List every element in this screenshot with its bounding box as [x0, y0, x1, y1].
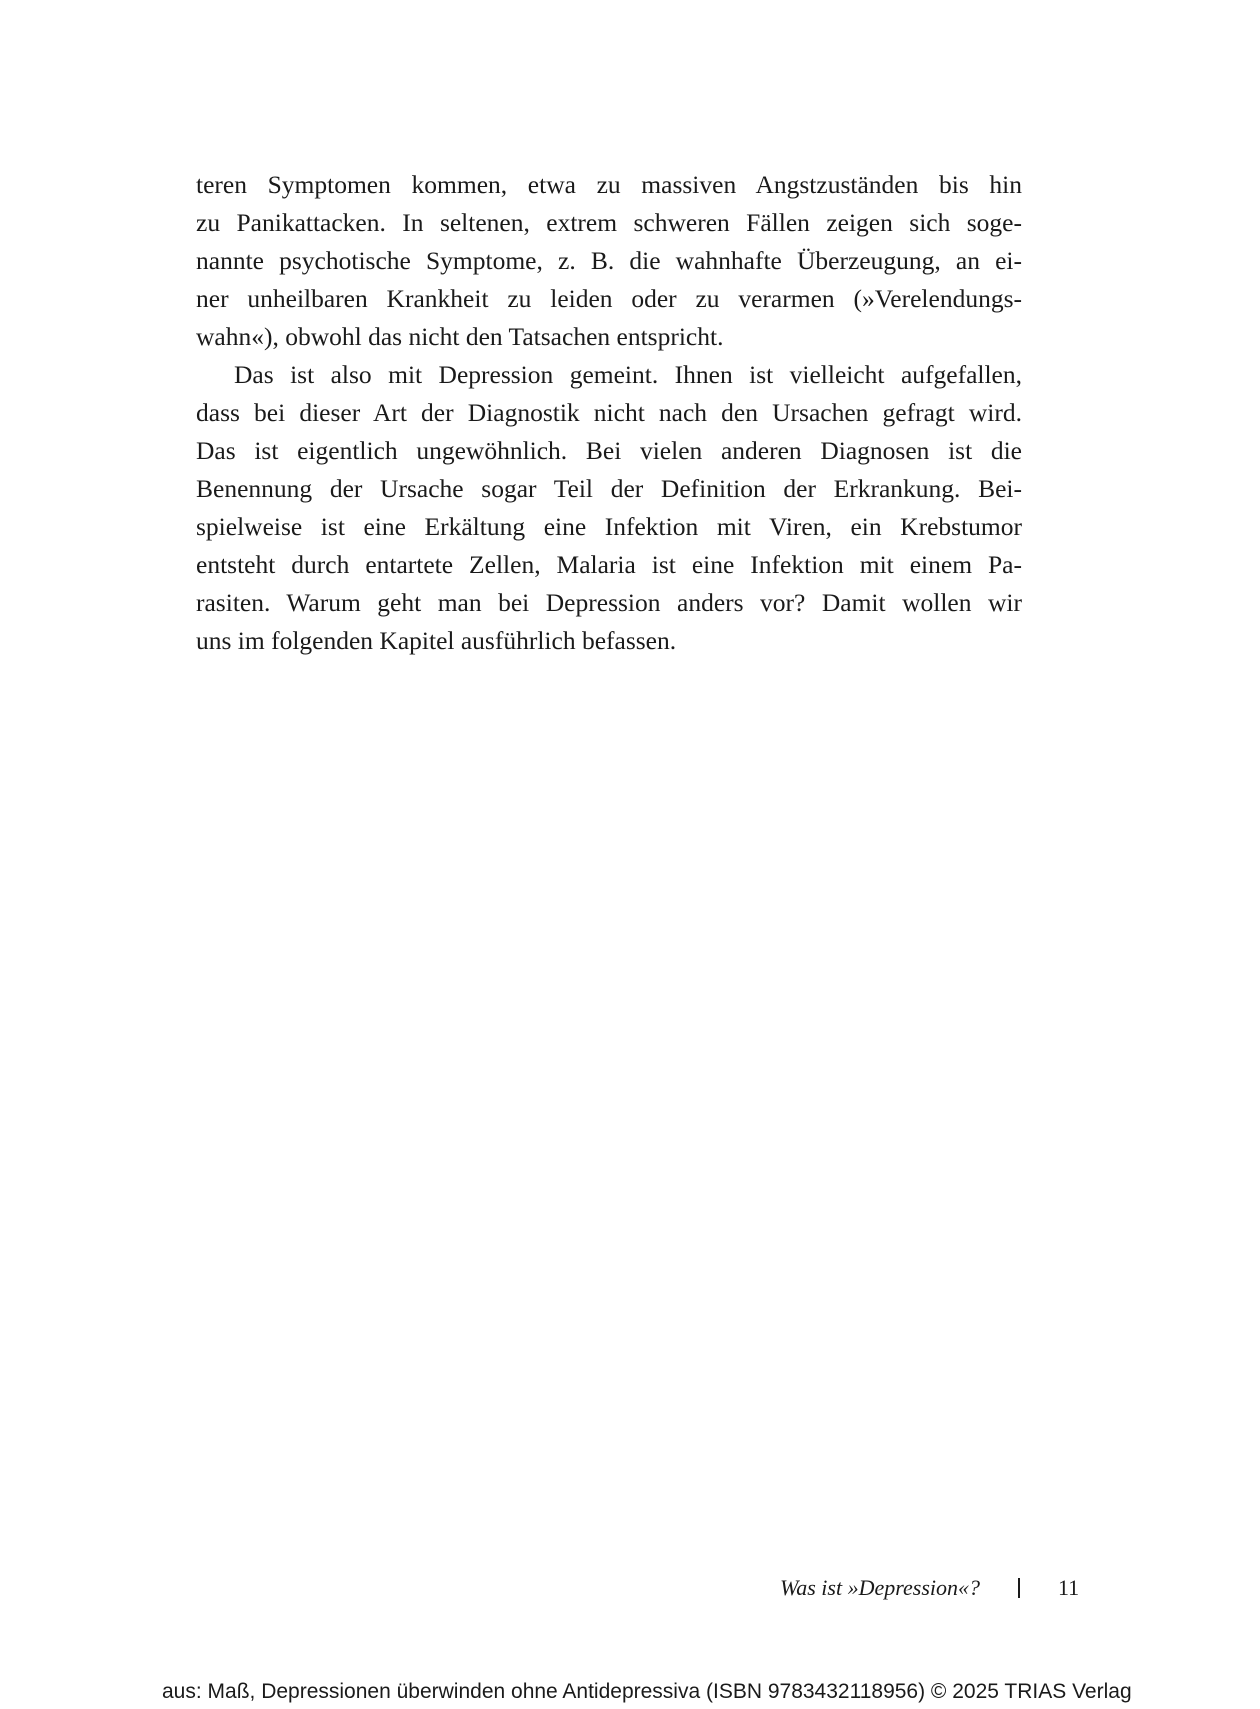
- paragraph: [196, 356, 1022, 660]
- text-line: ner unheilbaren Krankheit zu leiden oder zu verarmen (»Verelendungs-: [196, 284, 1022, 313]
- text-line: spielweise ist eine Erkältung eine Infektion mit Viren, ein Krebstumor: [196, 512, 1022, 541]
- paragraph: [196, 166, 1022, 356]
- text-line: nannte psychotische Symptome, z. B. die wahnhafte Überzeugung, an ei-: [196, 246, 1022, 275]
- citation-footer: aus: Maß, Depressionen überwinden ohne Antidepressiva (ISBN 9783432118956) © 2025 TRIAS Verlag: [162, 1680, 1132, 1703]
- page-number: 11: [1058, 1575, 1080, 1600]
- text-line: teren Symptomen kommen, etwa zu massiven Angstzuständen bis hin: [196, 170, 1022, 199]
- text-line: uns im folgenden Kapitel ausführlich befassen.: [196, 626, 677, 655]
- running-head: [700, 1572, 1080, 1604]
- text-line: zu Panikattacken. In seltenen, extrem schweren Fällen zeigen sich soge-: [196, 208, 1022, 237]
- text-line: dass bei dieser Art der Diagnostik nicht nach den Ursachen gefragt wird.: [196, 398, 1022, 427]
- separator: [1018, 1578, 1020, 1598]
- text-line: Das ist also mit Depression gemeint. Ihnen ist vielleicht aufgefallen,: [234, 360, 1022, 389]
- text-line: rasiten. Warum geht man bei Depression anders vor? Damit wollen wir: [196, 588, 1022, 617]
- text-line: Das ist eigentlich ungewöhnlich. Bei vielen anderen Diagnosen ist die: [196, 436, 1022, 465]
- text-line: wahn«), obwohl das nicht den Tatsachen entspricht.: [196, 322, 724, 351]
- chapter-title: Was ist »Depression«?: [779, 1575, 980, 1600]
- text-line: Benennung der Ursache sogar Teil der Definition der Erkrankung. Bei-: [196, 474, 1022, 503]
- body-text: [196, 166, 1022, 660]
- text-line: entsteht durch entartete Zellen, Malaria ist eine Infektion mit einem Pa-: [196, 550, 1022, 579]
